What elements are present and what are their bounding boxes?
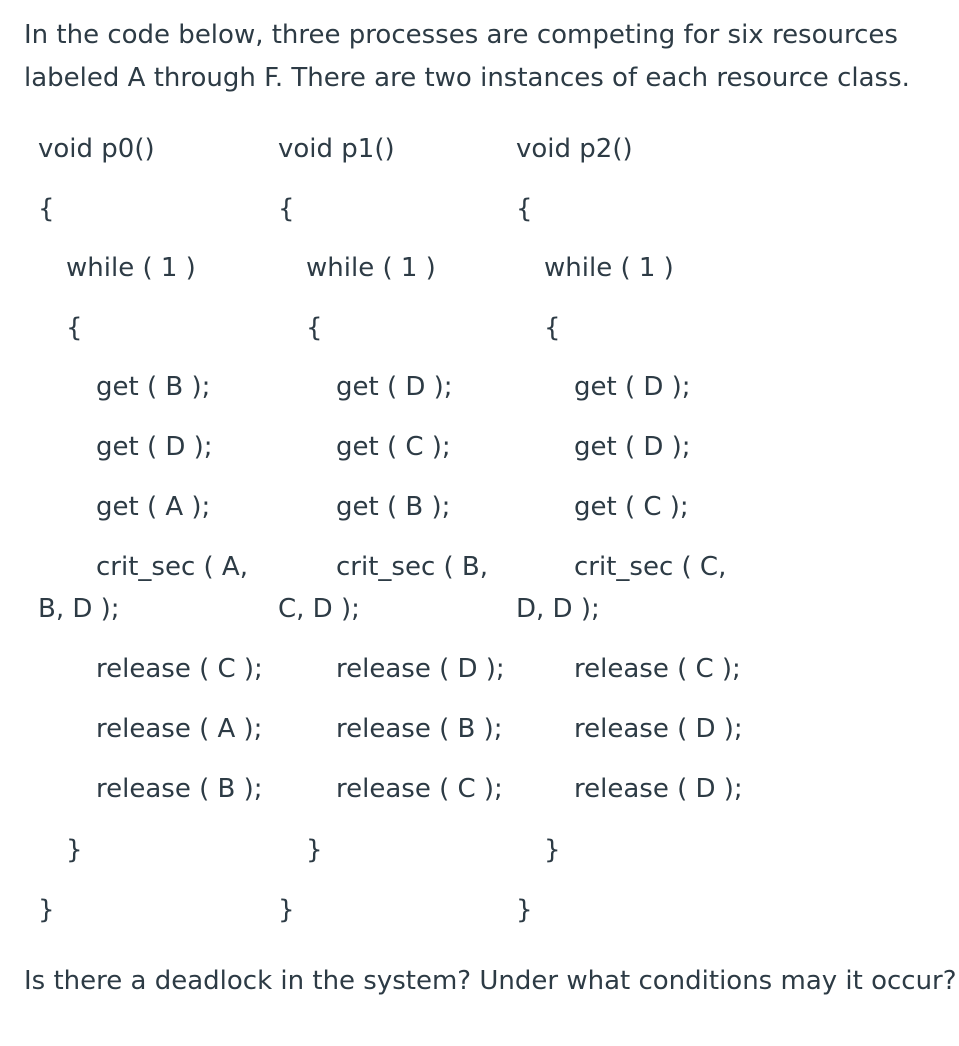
intro-paragraph: In the code below, three processes are competing for six resources labeled A through F. There are two instances of each resource class. (24, 20, 910, 93)
function-signature: void p1() (278, 134, 395, 164)
release-statement: release ( B ); (96, 774, 263, 804)
close-brace: } (278, 895, 295, 925)
release-statement: release ( A ); (96, 714, 263, 744)
loop-close-brace: } (544, 835, 561, 865)
loop-open-brace: { (66, 313, 83, 343)
loop-open-brace: { (544, 313, 561, 343)
while-loop: while ( 1 ) (306, 253, 436, 283)
open-brace: { (278, 194, 295, 224)
release-statement: release ( D ); (574, 774, 743, 804)
release-statement: release ( D ); (336, 654, 505, 684)
loop-close-brace: } (66, 835, 83, 865)
crit-sec-continuation: B, D ); (38, 594, 120, 624)
release-statement: release ( C ); (574, 654, 741, 684)
crit-sec-continuation: D, D ); (516, 594, 600, 624)
get-statement: get ( C ); (574, 492, 689, 522)
release-statement: release ( C ); (336, 774, 503, 804)
crit-sec-statement: crit_sec ( C, (574, 552, 727, 582)
get-statement: get ( B ); (336, 492, 451, 522)
release-statement: release ( D ); (574, 714, 743, 744)
crit-sec-continuation: C, D ); (278, 594, 360, 624)
get-statement: get ( D ); (96, 432, 213, 462)
close-brace: } (516, 895, 533, 925)
release-statement: release ( C ); (96, 654, 263, 684)
crit-sec-statement: crit_sec ( B, (336, 552, 489, 582)
question-text: Is there a deadlock in the system? Under what conditions may it occur? (24, 966, 957, 996)
process-p1-code (264, 120, 504, 940)
get-statement: get ( A ); (96, 492, 211, 522)
function-signature: void p2() (516, 134, 633, 164)
get-statement: get ( D ); (336, 372, 453, 402)
code-listing (24, 120, 744, 940)
loop-open-brace: { (306, 313, 323, 343)
while-loop: while ( 1 ) (544, 253, 674, 283)
open-brace: { (38, 194, 55, 224)
function-signature: void p0() (38, 134, 155, 164)
release-statement: release ( B ); (336, 714, 503, 744)
get-statement: get ( D ); (574, 432, 691, 462)
get-statement: get ( B ); (96, 372, 211, 402)
loop-close-brace: } (306, 835, 323, 865)
get-statement: get ( C ); (336, 432, 451, 462)
open-brace: { (516, 194, 533, 224)
get-statement: get ( D ); (574, 372, 691, 402)
crit-sec-statement: crit_sec ( A, (96, 552, 248, 582)
process-p2-code (502, 120, 742, 940)
process-p0-code (24, 120, 264, 940)
close-brace: } (38, 895, 55, 925)
while-loop: while ( 1 ) (66, 253, 196, 283)
